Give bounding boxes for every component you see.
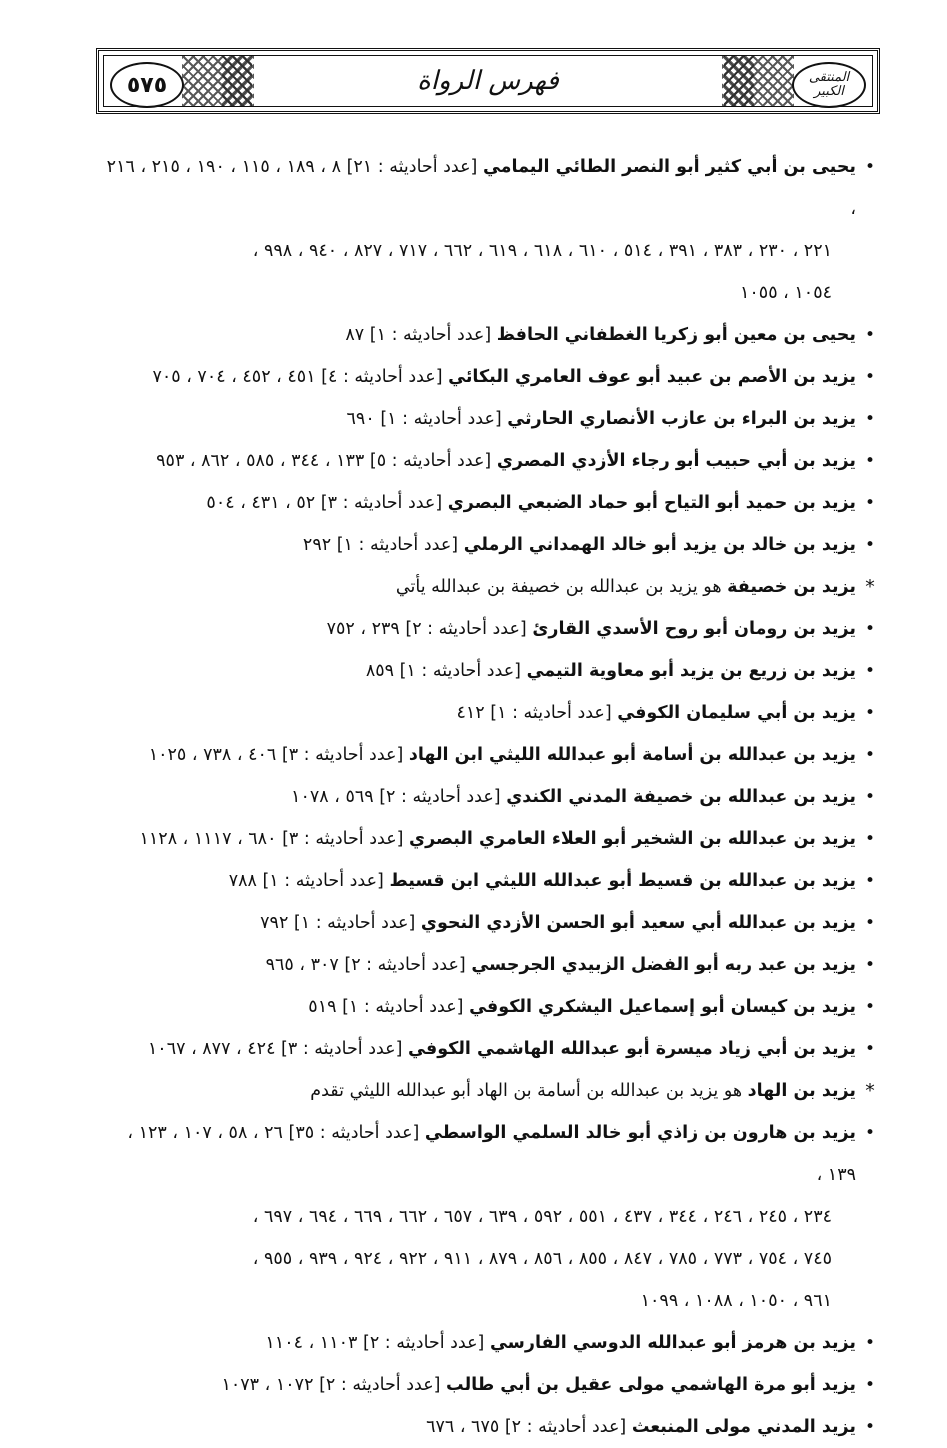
index-entry bbox=[96, 1364, 880, 1406]
header-frame bbox=[103, 55, 873, 107]
narrator-name: يزيد بن أبي حبيب أبو رجاء الأزدي المصري bbox=[496, 451, 856, 471]
hadith-count: [عدد أحاديثه : ١] bbox=[336, 535, 459, 555]
asterisk-marker: * bbox=[865, 576, 875, 598]
bullet-marker: • bbox=[864, 619, 876, 639]
narrator-name: يزيد بن الهاد bbox=[747, 1081, 856, 1101]
narrator-name: يحيى بن أبي كثير أبو النصر الطائي اليمامي bbox=[482, 157, 856, 177]
page-title: فهرس الرواة bbox=[417, 66, 559, 96]
narrators-index-list bbox=[96, 146, 880, 1448]
hadith-refs: ٨ ، ١٨٩ ، ١١٥ ، ١٩٠ ، ٢١٥ ، ٢١٦ ، bbox=[106, 157, 856, 219]
bullet-marker: • bbox=[864, 367, 876, 387]
bullet-marker: • bbox=[864, 745, 876, 765]
bullet-marker: • bbox=[864, 1417, 876, 1437]
index-entry-continuation bbox=[96, 230, 880, 272]
hadith-count: [عدد أحاديثه : ١] bbox=[369, 325, 492, 345]
hadith-refs: ٧٩٢ bbox=[260, 913, 289, 933]
hadith-count: [عدد أحاديثه : ٣] bbox=[282, 829, 404, 849]
index-entry bbox=[96, 776, 880, 818]
bullet-marker: • bbox=[864, 829, 876, 849]
hadith-count: [عدد أحاديثه : ٢] bbox=[362, 1333, 485, 1353]
bullet-marker: • bbox=[864, 871, 876, 891]
index-entry bbox=[96, 902, 880, 944]
hadith-count: [عدد أحاديثه : ١] bbox=[293, 913, 416, 933]
cross-reference-entry bbox=[96, 1070, 880, 1112]
narrator-name: يزيد بن عبدالله بن قسيط أبو عبدالله الليثي ابن قسيط bbox=[389, 871, 856, 891]
index-entry bbox=[96, 692, 880, 734]
narrator-name: يزيد بن خالد بن يزيد أبو خالد الهمداني الرملي bbox=[463, 535, 856, 555]
index-entry bbox=[96, 1028, 880, 1070]
bullet-marker: • bbox=[864, 1039, 876, 1059]
bullet-marker: • bbox=[864, 997, 876, 1017]
bullet-marker: • bbox=[864, 1375, 876, 1395]
hadith-refs: ٤٢٤ ، ٨٧٧ ، ١٠٦٧ bbox=[147, 1039, 276, 1059]
cross-reference-text: هو يزيد بن عبدالله بن أسامة بن الهاد أبو عبدالله الليثي تقدم bbox=[310, 1081, 743, 1101]
hadith-count: [عدد أحاديثه : ٣] bbox=[281, 745, 404, 765]
bullet-marker: • bbox=[864, 409, 876, 429]
narrator-name: يزيد أبو مرة الهاشمي مولى عقيل بن أبي طالب bbox=[446, 1375, 856, 1395]
logo-line-2: الكبير bbox=[814, 84, 844, 99]
hadith-refs: ٩٦١ ، ١٠٥٠ ، ١٠٨٨ ، ١٠٩٩ bbox=[640, 1291, 832, 1311]
hadith-refs: ٥١٩ bbox=[308, 997, 337, 1017]
hadith-count: [عدد أحاديثه : ٢] bbox=[405, 619, 527, 639]
page-number: ٥٧٥ bbox=[126, 72, 168, 98]
hadith-count: [عدد أحاديثه : ٢] bbox=[319, 1375, 441, 1395]
index-entry bbox=[96, 1112, 880, 1196]
index-entry bbox=[96, 986, 880, 1028]
narrator-name: يزيد بن عبدالله بن أسامة أبو عبدالله الليثي ابن الهاد bbox=[408, 745, 856, 765]
narrator-name: يزيد المدني مولى المنبعث bbox=[631, 1417, 856, 1437]
hadith-count: [عدد أحاديثه : ٤] bbox=[321, 367, 443, 387]
narrator-name: يزيد بن هارون بن زاذي أبو خالد السلمي الواسطي bbox=[424, 1123, 856, 1143]
page-header bbox=[96, 48, 880, 114]
hadith-refs: ٢٣٤ ، ٢٤٥ ، ٢٤٦ ، ٣٤٤ ، ٤٣٧ ، ٥٥١ ، ٥٩٢ ، ٦٣٩ ، ٦٥٧ ، ٦٦٢ ، ٦٦٩ ، ٦٩٤ ، ٦٩٧ ، bbox=[252, 1207, 832, 1227]
hadith-refs: ٥٦٩ ، ١٠٧٨ bbox=[291, 787, 374, 807]
hadith-refs: ٤٠٦ ، ٧٣٨ ، ١٠٢٥ bbox=[148, 745, 277, 765]
bullet-marker: • bbox=[864, 493, 876, 513]
hadith-refs: ٧٨٨ bbox=[228, 871, 257, 891]
narrator-name: يزيد بن عبدالله بن خصيفة المدني الكندي bbox=[506, 787, 856, 807]
hadith-refs: ٨٥٩ bbox=[365, 661, 395, 681]
hadith-refs: ٢٦ ، ٥٨ ، ١٠٧ ، ١٢٣ ، ١٣٩ ، bbox=[127, 1123, 856, 1185]
narrator-name: يزيد بن أبي زياد ميسرة أبو عبدالله الهاشمي الكوفي bbox=[408, 1039, 856, 1059]
bullet-marker: • bbox=[864, 913, 876, 933]
index-entry-continuation bbox=[96, 1196, 880, 1238]
index-entry bbox=[96, 482, 880, 524]
index-entry-continuation bbox=[96, 1280, 880, 1322]
hadith-count: [عدد أحاديثه : ٢] bbox=[504, 1417, 627, 1437]
header-ornament-right-inner bbox=[724, 56, 754, 106]
index-entry bbox=[96, 146, 880, 230]
narrator-name: يزيد بن الأصم بن عبيد أبو عوف العامري البكائي bbox=[448, 367, 856, 387]
hadith-refs: ٤١٢ bbox=[456, 703, 485, 723]
asterisk-marker: * bbox=[865, 1080, 875, 1102]
hadith-refs: ٧٤٥ ، ٧٥٤ ، ٧٧٣ ، ٧٨٥ ، ٨٤٧ ، ٨٥٥ ، ٨٥٦ ، ٨٧٩ ، ٩١١ ، ٩٢٢ ، ٩٢٤ ، ٩٣٩ ، ٩٥٥ ، bbox=[252, 1249, 832, 1269]
index-entry-continuation bbox=[96, 1238, 880, 1280]
hadith-refs: ٢٢١ ، ٢٣٠ ، ٣٨٣ ، ٣٩١ ، ٥١٤ ، ٦١٠ ، ٦١٨ ، ٦١٩ ، ٦٦٢ ، ٧١٧ ، ٨٢٧ ، ٩٤٠ ، ٩٩٨ ، bbox=[252, 241, 832, 261]
narrator-name: يحيى بن معين أبو زكريا الغطفاني الحافظ bbox=[496, 325, 856, 345]
index-entry bbox=[96, 944, 880, 986]
hadith-count: [عدد أحاديثه : ٥] bbox=[369, 451, 492, 471]
narrator-name: يزيد بن أبي سليمان الكوفي bbox=[617, 703, 856, 723]
hadith-refs: ١٠٧٢ ، ١٠٧٣ bbox=[221, 1375, 314, 1395]
index-entry bbox=[96, 818, 880, 860]
index-entry bbox=[96, 650, 880, 692]
narrator-name: يزيد بن البراء بن عازب الأنصاري الحارثي bbox=[507, 409, 856, 429]
bullet-marker: • bbox=[864, 1123, 876, 1143]
bullet-marker: • bbox=[864, 703, 876, 723]
hadith-refs: ٥٢ ، ٤٣١ ، ٥٠٤ bbox=[206, 493, 316, 513]
narrator-name: يزيد بن عبد ربه أبو الفضل الزبيدي الجرجسي bbox=[471, 955, 856, 975]
hadith-refs: ٢٩٢ bbox=[302, 535, 332, 555]
narrator-name: يزيد بن خصيفة bbox=[727, 577, 856, 597]
index-entry bbox=[96, 398, 880, 440]
narrator-name: يزيد بن عبدالله بن الشخير أبو العلاء العامري البصري bbox=[409, 829, 856, 849]
index-entry bbox=[96, 1322, 880, 1364]
book-logo-medallion bbox=[792, 62, 866, 108]
index-entry bbox=[96, 524, 880, 566]
bullet-marker: • bbox=[864, 157, 876, 177]
hadith-refs: ٨٧ bbox=[345, 325, 365, 345]
hadith-refs: ١٠٥٤ ، ١٠٥٥ bbox=[740, 283, 832, 303]
hadith-refs: ١٣٣ ، ٣٤٤ ، ٥٨٥ ، ٨٦٢ ، ٩٥٣ bbox=[156, 451, 365, 471]
hadith-count: [عدد أحاديثه : ٢] bbox=[344, 955, 466, 975]
narrator-name: يزيد بن زريع بن يزيد أبو معاوية التيمي bbox=[526, 661, 856, 681]
bullet-marker: • bbox=[864, 535, 876, 555]
cross-reference-text: هو يزيد بن عبدالله بن خصيفة بن عبدالله يأتي bbox=[395, 577, 722, 597]
bullet-marker: • bbox=[864, 1333, 876, 1353]
index-entry bbox=[96, 734, 880, 776]
hadith-count: [عدد أحاديثه : ١] bbox=[399, 661, 521, 681]
index-entry bbox=[96, 356, 880, 398]
page-number-medallion bbox=[110, 62, 184, 108]
index-entry bbox=[96, 440, 880, 482]
hadith-count: [عدد أحاديثه : ١] bbox=[342, 997, 464, 1017]
narrator-name: يزيد بن عبدالله أبي سعيد أبو الحسن الأزدي النحوي bbox=[420, 913, 856, 933]
hadith-refs: ٦٧٥ ، ٦٧٦ bbox=[426, 1417, 500, 1437]
hadith-refs: ٢٣٩ ، ٧٥٢ bbox=[326, 619, 400, 639]
narrator-name: يزيد بن كيسان أبو إسماعيل اليشكري الكوفي bbox=[469, 997, 856, 1017]
header-ornament-left-inner bbox=[222, 56, 252, 106]
hadith-count: [عدد أحاديثه : ٣] bbox=[281, 1039, 403, 1059]
narrator-name: يزيد بن هرمز أبو عبدالله الدوسي الفارسي bbox=[489, 1333, 856, 1353]
cross-reference-entry bbox=[96, 566, 880, 608]
bullet-marker: • bbox=[864, 955, 876, 975]
bullet-marker: • bbox=[864, 325, 876, 345]
hadith-refs: ٦٨٠ ، ١١١٧ ، ١١٢٨ bbox=[139, 829, 277, 849]
index-entry-continuation bbox=[96, 272, 880, 314]
logo-line-1: المنتقى bbox=[808, 70, 850, 85]
narrator-name: يزيد بن رومان أبو روح الأسدي القارئ bbox=[532, 619, 856, 639]
hadith-count: [عدد أحاديثه : ٣] bbox=[320, 493, 443, 513]
book-logo bbox=[809, 71, 849, 99]
hadith-count: [عدد أحاديثه : ٢١] bbox=[346, 157, 478, 177]
bullet-marker: • bbox=[864, 661, 876, 681]
header-title-box bbox=[254, 60, 722, 102]
hadith-refs: ٤٥١ ، ٤٥٢ ، ٧٠٤ ، ٧٠٥ bbox=[152, 367, 316, 387]
index-entry bbox=[96, 608, 880, 650]
hadith-count: [عدد أحاديثه : ١] bbox=[490, 703, 612, 723]
hadith-refs: ٦٩٠ bbox=[346, 409, 375, 429]
bullet-marker: • bbox=[864, 451, 876, 471]
index-entry bbox=[96, 860, 880, 902]
hadith-refs: ٣٠٧ ، ٩٦٥ bbox=[265, 955, 339, 975]
index-entry bbox=[96, 1406, 880, 1448]
hadith-count: [عدد أحاديثه : ١] bbox=[380, 409, 502, 429]
narrator-name: يزيد بن حميد أبو التياح أبو حماد الضبعي البصري bbox=[447, 493, 856, 513]
hadith-count: [عدد أحاديثه : ١] bbox=[262, 871, 384, 891]
bullet-marker: • bbox=[864, 787, 876, 807]
hadith-count: [عدد أحاديثه : ٣٥] bbox=[288, 1123, 420, 1143]
hadith-refs: ١١٠٣ ، ١١٠٤ bbox=[265, 1333, 358, 1353]
hadith-count: [عدد أحاديثه : ٢] bbox=[379, 787, 501, 807]
index-entry bbox=[96, 314, 880, 356]
